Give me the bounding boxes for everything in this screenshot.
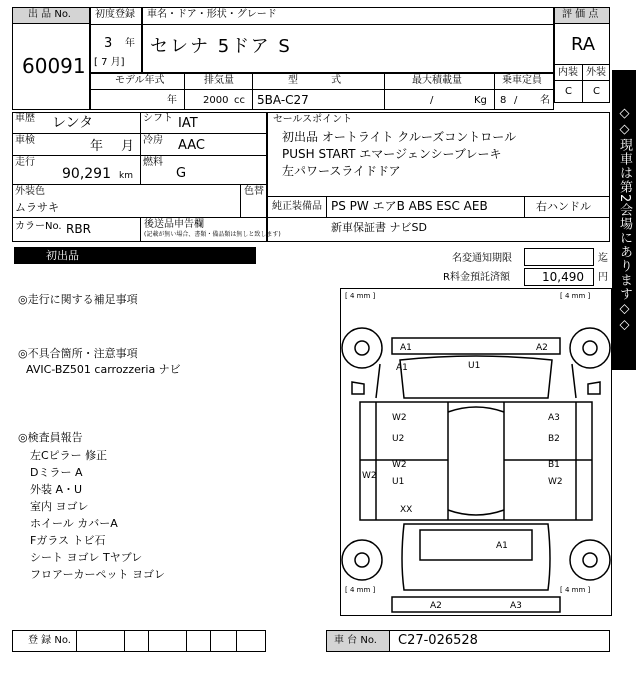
type-label: 型 式: [288, 75, 342, 86]
first-reg-month: [ 7 月]: [94, 57, 125, 68]
max-load-sep: /: [430, 95, 434, 106]
color-no: RBR: [66, 222, 91, 236]
displacement-unit: cc: [234, 95, 245, 106]
recycle-amount: 10,490: [542, 270, 584, 284]
insp-year: 年: [90, 139, 104, 154]
damage-tag: A2: [536, 343, 548, 353]
side-banner: ◇◇現車は第2会場にあります◇◇: [612, 70, 636, 370]
inspector-label: ◎検査員報告: [18, 431, 83, 444]
corner-tl: [ 4 mm ]: [345, 292, 376, 300]
damage-tag: A1: [496, 541, 508, 551]
inspector-line: ホイール カバーA: [30, 517, 118, 530]
damage-tag: A2: [430, 601, 442, 611]
interior-label: 内装: [558, 67, 578, 78]
corner-bl: [ 4 mm ]: [345, 586, 376, 594]
max-load-label: 最大積載量: [412, 75, 462, 86]
damage-tag: A3: [548, 413, 560, 423]
defects-text: AVIC-BZ501 carrozzeria ナビ: [26, 363, 181, 376]
interior-grade: C: [565, 86, 572, 97]
exterior-label: 外装: [586, 67, 606, 78]
inspector-lines: [30, 447, 165, 583]
mileage-label: 走行: [15, 157, 35, 168]
driving-label: ◎走行に関する補足事項: [18, 293, 138, 306]
model-year-unit: 年: [167, 95, 177, 106]
ac-label: 冷房: [143, 135, 163, 146]
insp-month: 月: [121, 139, 135, 154]
color-change-label: 色替: [244, 186, 264, 197]
damage-tag: W2: [362, 471, 377, 481]
rating: RA: [571, 34, 596, 55]
recycle-unit: 円: [598, 272, 608, 283]
deadline-suffix: 迄: [598, 253, 608, 264]
lot-no-label: 出 品 No.: [28, 9, 71, 20]
mileage-unit: km: [119, 171, 133, 181]
damage-tag: U1: [468, 361, 481, 371]
handle: 右ハンドル: [536, 200, 591, 213]
first-reg-label: 初度登録: [95, 9, 135, 20]
capacity-sep: /: [514, 95, 518, 106]
exterior-grade: C: [593, 86, 600, 97]
history: レンタ: [52, 115, 94, 131]
sales-line-1: 初出品 オートライト クルーズコントロール: [282, 130, 517, 144]
docs-label: 後送品申告欄: [144, 219, 204, 230]
warranty: 新車保証書 ナビSD: [331, 221, 427, 234]
type: 5BA-C27: [257, 93, 309, 107]
recycle-label: R料金預託済額: [443, 272, 510, 283]
first-reg-year-unit: 年: [125, 38, 135, 49]
inspection-label: 車検: [15, 135, 35, 146]
chassis-label: 車 台 No.: [334, 635, 377, 646]
sales-line-2: PUSH START エマージェンシーブレーキ: [282, 147, 502, 161]
inspector-line: Fガラス トビ石: [30, 534, 106, 547]
equip: PS PW エアB ABS ESC AEB: [331, 199, 488, 213]
deadline-label: 名変通知期限: [452, 253, 512, 264]
damage-tag: U2: [392, 434, 405, 444]
damage-tag: A1: [396, 363, 408, 373]
ext-color-label: 外装色: [15, 186, 45, 197]
history-label: 車歴: [15, 113, 35, 124]
deadline-field: [524, 248, 594, 266]
damage-tag: U1: [392, 477, 405, 487]
inspector-line: Dミラー A: [30, 466, 83, 479]
docs-note: (記載が無い場合、書類・備品類は無しと致します): [144, 231, 281, 238]
model-year-label: モデル年式: [115, 75, 165, 86]
damage-tag: W2: [392, 413, 407, 423]
displacement-label: 排気量: [204, 75, 234, 86]
ac: AAC: [178, 138, 205, 153]
damage-tag: B2: [548, 434, 560, 444]
car-diagram-frame: [340, 288, 612, 616]
damage-tag: W2: [392, 460, 407, 470]
sales-line-3: 左パワースライドドア: [282, 164, 401, 178]
inspector-line: 左Cピラー 修正: [30, 449, 108, 462]
max-load-unit: Kg: [474, 95, 487, 106]
sales-label: セールスポイント: [273, 114, 353, 125]
corner-br: [ 4 mm ]: [560, 586, 591, 594]
damage-tag: A3: [510, 601, 522, 611]
capacity-label: 乗車定員: [502, 75, 542, 86]
car-name: セレナ 5ドア S: [150, 36, 292, 57]
displacement: 2000: [203, 95, 229, 106]
reg-no-label: 登 録 No.: [28, 635, 71, 646]
defects-label: ◎不具合箇所・注意事項: [18, 347, 138, 360]
equip-label: 純正装備品: [272, 201, 322, 212]
color-no-label: カラーNo.: [15, 221, 62, 232]
chassis-no: C27-026528: [398, 633, 478, 648]
ext-color: ムラサキ: [15, 201, 59, 214]
first-listing-label: 初出品: [46, 249, 79, 262]
inspector-line: 外装 A・U: [30, 483, 83, 496]
fuel-label: 燃料: [143, 157, 163, 168]
damage-tag: B1: [548, 460, 560, 470]
first-reg-year: 3: [104, 36, 113, 51]
lot-no: 60091: [22, 54, 86, 78]
inspector-line: フロアーカーペット ヨゴレ: [30, 568, 165, 581]
damage-tag: XX: [400, 505, 413, 515]
shift-label: シフト: [143, 113, 173, 124]
damage-tag: A1: [400, 343, 412, 353]
capacity-unit: 名: [540, 95, 550, 106]
rating-label: 評 価 点: [562, 9, 599, 20]
car-name-label: 車名・ドア・形状・グレード: [147, 9, 277, 20]
shift: IAT: [178, 116, 198, 131]
damage-tag: W2: [548, 477, 563, 487]
capacity: 8: [500, 95, 507, 106]
fuel: G: [176, 166, 187, 181]
corner-tr: [ 4 mm ]: [560, 292, 591, 300]
inspector-line: シート ヨゴレ Tヤブレ: [30, 551, 143, 564]
inspector-line: 室内 ヨゴレ: [30, 500, 89, 513]
mileage: 90,291: [62, 166, 111, 182]
